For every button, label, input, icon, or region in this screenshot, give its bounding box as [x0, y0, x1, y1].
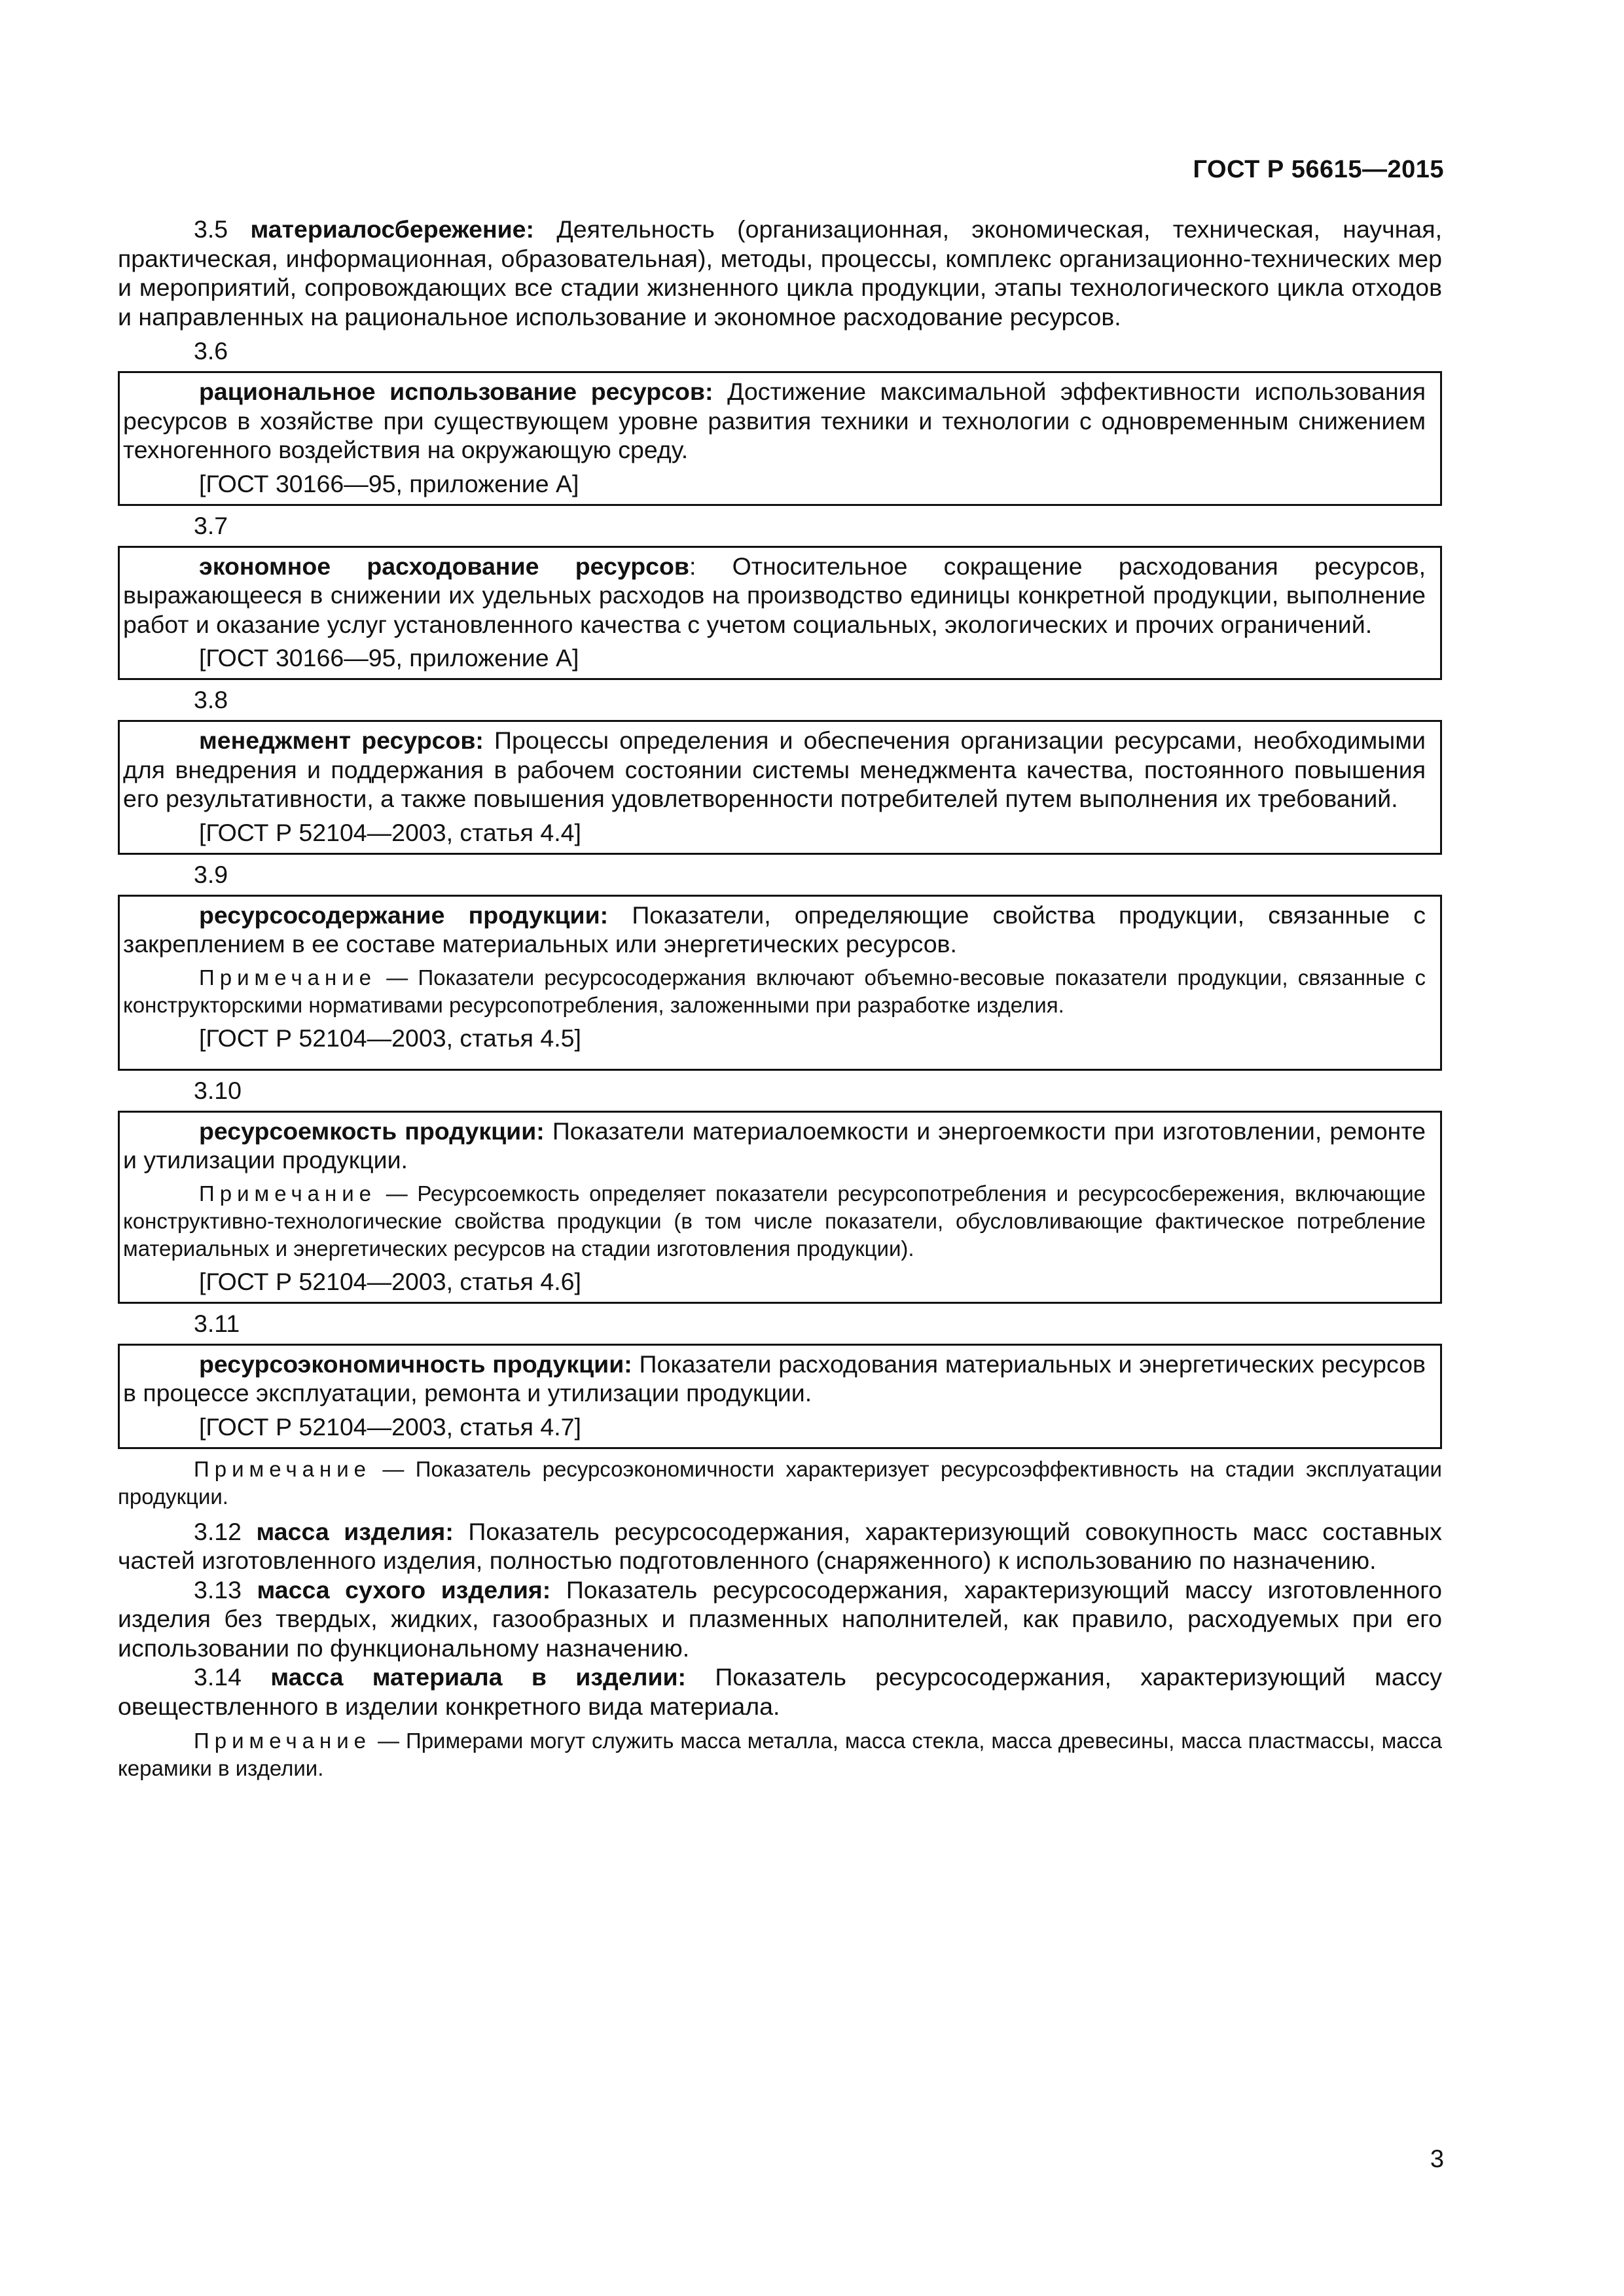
entry-number: 3.7 — [194, 511, 228, 539]
note-3-14 — [118, 1727, 1442, 1782]
term-name: масса сухого изделия: — [257, 1575, 551, 1604]
term-box-3-11 — [118, 1344, 1442, 1449]
source-reference: [ГОСТ 30166—95, приложение А] — [199, 469, 579, 497]
term-definition: Показатели материалоемкости и энергоемкости при изготовлении, ремонте и утилизации продукции. — [123, 1117, 1426, 1174]
term-box-3-7 — [118, 546, 1442, 681]
term-definition: Процессы определения и обеспечения организации ресурсами, необходимыми для внедрения и поддержания в рабочем состоянии системы менеджмента качества, постоянного повышения его результативности, а также повышения удовлетворенности потребителей путем выполнения их требований. — [123, 726, 1426, 812]
note-text: — Показатели ресурсосодержания включают объемно-весовые показатели продукции, связанные с конструкторскими нормативами ресурсопотребления, заложенными при разработке изделия. — [123, 965, 1426, 1017]
entry-number: 3.13 — [194, 1575, 242, 1604]
term-definition: Достижение максимальной эффективности использования ресурсов в хозяйстве при существующем уровне развития техники и технологии с одновременным снижением техногенного воздействия на окружающую среду. — [123, 378, 1426, 463]
entry-number: 3.12 — [194, 1517, 242, 1545]
note-label: Примечание — [194, 1729, 372, 1753]
note-text: — Ресурсоемкость определяет показатели ресурсопотребления и ресурсосбережения, включающие конструктивно-технологические свойства продукции (в том числе показатели, обусловливающие фактическое потребление материальных и энергетических ресурсов на стадии изготовления продукции). — [123, 1181, 1426, 1261]
source-reference: [ГОСТ Р 52104—2003, статья 4.5] — [199, 1024, 581, 1052]
term-name: экономное расходование ресурсов — [199, 552, 689, 580]
term-name: ресурсоемкость продукции: — [199, 1117, 545, 1145]
term-entry — [123, 377, 1426, 465]
source-reference: [ГОСТ Р 52104—2003, статья 4.4] — [199, 818, 581, 846]
entry-number: 3.11 — [194, 1309, 240, 1337]
term-name: рациональное использование ресурсов: — [199, 378, 713, 405]
entry-number: 3.5 — [194, 215, 228, 243]
note-text: — Показатель ресурсоэкономичности характеризует ресурсоэффективность на стадии эксплуатации продукции. — [118, 1456, 1442, 1509]
entry-number: 3.6 — [194, 337, 228, 365]
term-box-3-8 — [118, 720, 1442, 855]
term-name: масса материала в изделии: — [270, 1663, 687, 1691]
note-3-11 — [118, 1456, 1442, 1511]
term-definition: Показатели расходования материальных и энергетических ресурсов в процессе эксплуатации, ремонта и утилизации продукции. — [123, 1350, 1426, 1407]
term-box-3-10 — [118, 1111, 1442, 1304]
term-entry — [123, 552, 1426, 639]
term-definition: : Относительное сокращение расходования ресурсов, выражающееся в снижении их удельных расходов на производство единицы конкретной продукции, выполнение работ и оказание услуг установленного качества с учетом социальных, экологических и прочих ограничений. — [123, 552, 1426, 638]
note-text: — Примерами могут служить масса металла, масса стекла, масса древесины, масса пластмассы, масса керамики в изделии. — [118, 1729, 1442, 1780]
term-name: масса изделия: — [256, 1517, 454, 1545]
note — [123, 1180, 1426, 1263]
term-entry — [123, 1117, 1426, 1175]
term-entry — [123, 726, 1426, 814]
term-entry — [123, 1350, 1426, 1408]
note-label: Примечание — [199, 1181, 377, 1206]
term-box-3-9 — [118, 895, 1442, 1071]
note — [123, 964, 1426, 1019]
entry-number: 3.14 — [194, 1663, 242, 1691]
document-header: ГОСТ Р 56615—2015 — [1193, 156, 1444, 183]
entry-number: 3.8 — [194, 686, 228, 713]
term-definition: Показатель ресурсосодержания, характеризующий массу овеществленного в изделии конкретного вида материала. — [118, 1663, 1443, 1720]
entry-number: 3.10 — [194, 1076, 242, 1104]
term-name: менеджмент ресурсов: — [199, 726, 484, 754]
term-definition: Показатель ресурсосодержания, характеризующий массу изготовленного изделия без твердых, жидких, газообразных и плазменных наполнителей, как правило, расходуемых при его использовании по функциональному назначению. — [118, 1575, 1442, 1662]
term-definition: Показатель ресурсосодержания, характеризующий совокупность масс составных частей изготовленного изделия, полностью подготовленного (снаряженного) к использованию по назначению. — [118, 1517, 1442, 1574]
entry-number: 3.9 — [194, 860, 228, 888]
note-label: Примечание — [199, 965, 377, 990]
term-definition: Показатели, определяющие свойства продукции, связанные с закреплением в ее составе материальных или энергетических ресурсов. — [123, 901, 1426, 958]
page-number: 3 — [1430, 2145, 1444, 2173]
source-reference: [ГОСТ Р 52104—2003, статья 4.7] — [199, 1412, 581, 1441]
term-name: материалосбережение: — [250, 215, 535, 243]
term-box-3-6 — [118, 371, 1442, 506]
term-entry — [123, 901, 1426, 959]
term-name: ресурсосодержание продукции: — [199, 901, 609, 929]
term-entry-3-12 — [118, 1517, 1442, 1575]
term-definition: Деятельность (организационная, экономическая, техническая, научная, практическая, информационная, образовательная), методы, процессы, комплекс организационно-технических мер и мероприятий, сопровождающих все стадии жизненного цикла продукции, этапы технологического цикла отходов и направленных на рациональное использование и экономное расходование ресурсов. — [118, 215, 1443, 331]
source-reference: [ГОСТ 30166—95, приложение А] — [199, 644, 579, 672]
source-reference: [ГОСТ Р 52104—2003, статья 4.6] — [199, 1267, 581, 1295]
term-name: ресурсоэкономичность продукции: — [199, 1350, 632, 1378]
note-label: Примечание — [194, 1456, 372, 1481]
term-entry-3-14 — [118, 1662, 1442, 1721]
term-entry-3-13 — [118, 1575, 1442, 1663]
document-body — [118, 215, 1442, 1782]
term-entry-3-5 — [118, 215, 1442, 331]
